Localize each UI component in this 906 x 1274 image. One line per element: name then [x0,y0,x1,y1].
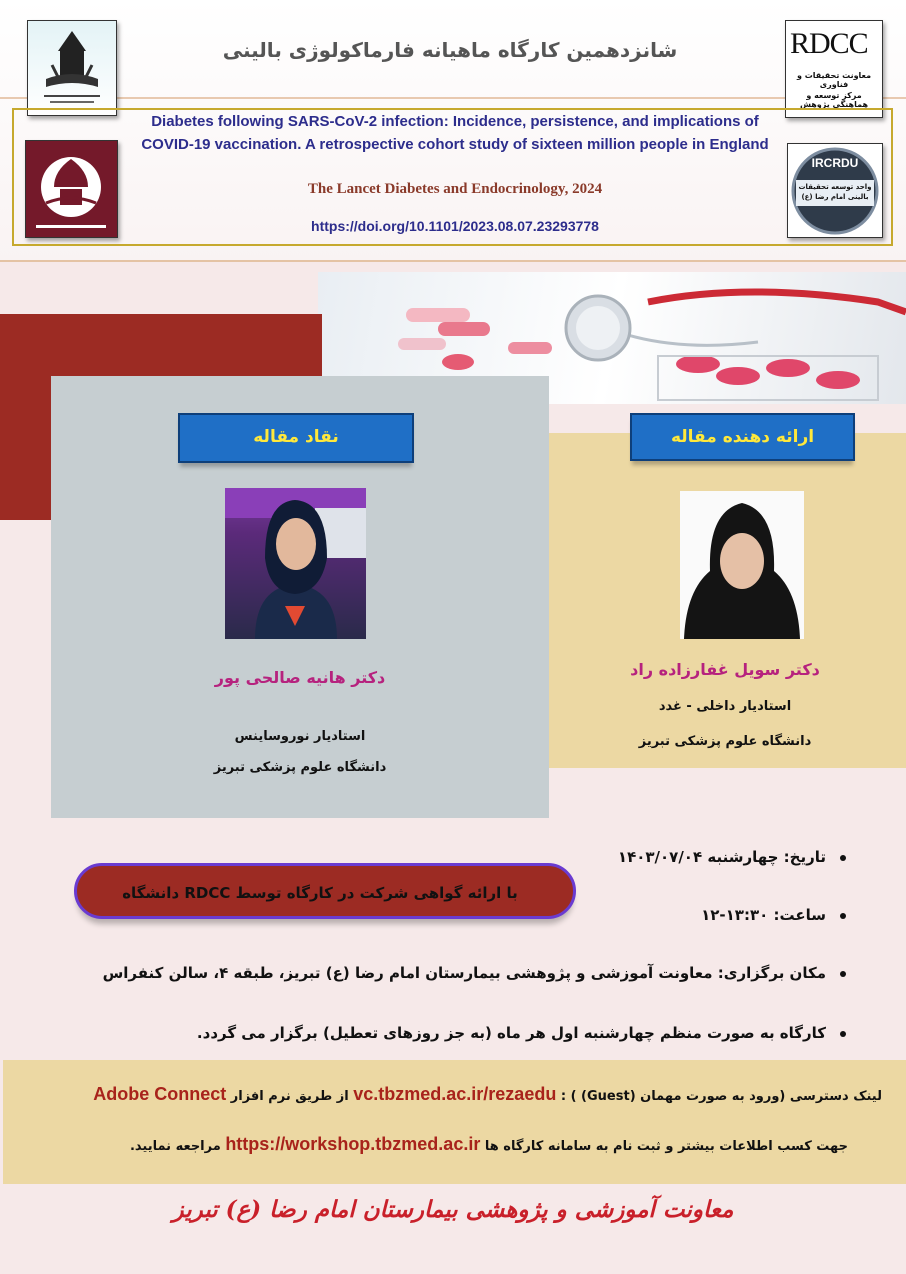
event-schedule-text: کارگاه به صورت منظم چهارشنبه اول هر ماه (به جز روزهای تعطیل) برگزار می گردد. [196,1024,826,1042]
access-line-2 [130,1134,848,1155]
critic-role: استادیار نوروساینس [234,729,366,744]
header-divider [0,97,906,99]
presenter-role: استادیار داخلی - غدد [658,699,792,714]
registration-label: جهت کسب اطلاعات بیشتر و ثبت نام به سامانه کارگاه ها [484,1139,848,1154]
university-logo-top-left [27,20,117,116]
registration-suffix: مراجعه نمایید. [129,1139,221,1154]
presenter-tag: ارائه دهنده مقاله [630,413,855,461]
footer-organizer: معاونت آموزشی و پژوهشی بیمارستان امام رضا (ع) تبریز [172,1196,734,1223]
critic-tag: نقاد مقاله [178,413,414,463]
bullet-dot [840,971,846,977]
rdcc-caption-2: مرکز توسعه و هماهنگی پژوهش [799,91,869,109]
critic-name: دکتر هانیه صالحی پور [214,668,386,687]
certificate-text: با ارائه گواهی شرکت در کارگاه توسط RDCC دانشگاه [122,884,518,902]
vc-link[interactable]: vc.tbzmed.ac.ir/rezaedu [353,1084,557,1104]
access-via-label: از طریق نرم افزار [230,1089,349,1104]
paper-doi-link[interactable]: https://doi.org/10.1101/2023.08.07.23293778 [311,218,599,234]
bullet-dot [840,855,846,861]
access-info-band [3,1060,906,1184]
adobe-connect-label: Adobe Connect [93,1084,227,1104]
event-venue-text: مکان برگزاری: معاونت آموزشی و پژوهشی بیمارستان امام رضا (ع) تبریز، طبقه ۴، سالن کنفراس [102,964,826,982]
event-time [701,906,846,924]
paper-journal: The Lancet Diabetes and Endocrinology, 2024 [307,181,603,197]
rdcc-logo-text: RDCC [790,27,868,60]
access-guest-label: لینک دسترسی (ورود به صورت مهمان (Guest) ) : [560,1089,882,1104]
event-date-text: تاریخ: چهارشنبه ۱۴۰۳/۰۷/۰۴ [617,848,826,866]
event-time-text: ساعت: ۱۳:۳۰-۱۲ [701,906,826,924]
bullet-dot [840,913,846,919]
paper-title: Diabetes following SARS-CoV-2 infection: Incidence, persistence, and implications of COVID-19 vaccination. A retrospective cohort study of sixteen million people in England [141,113,769,153]
event-schedule [197,1024,846,1042]
event-date [618,848,846,866]
critic-photo [225,488,366,639]
access-line-1 [93,1084,882,1105]
presenter-photo [680,491,804,639]
critic-university: دانشگاه علوم پزشکی تبریز [213,760,387,775]
rdcc-caption-1: معاونت تحقیقات و فناوری [796,71,872,89]
ircrdu-logo-text: IRCRDU [811,156,859,170]
presenter-name: دکتر سویل غفارزاده راد [630,660,820,679]
workshop-link[interactable]: https://workshop.tbzmed.ac.ir [225,1134,481,1154]
bullet-dot [840,1031,846,1037]
event-venue [103,964,846,982]
rdcc-logo [785,20,883,118]
workshop-title: شانزدهمین کارگاه ماهیانه فارماکولوژی بالینی [222,38,678,62]
header-bottom-divider [0,260,906,262]
presenter-university: دانشگاه علوم پزشکی تبریز [638,734,812,749]
ircrdu-caption: واحد توسعه تحقیقات بالینی امام رضا (ع) [798,183,872,201]
